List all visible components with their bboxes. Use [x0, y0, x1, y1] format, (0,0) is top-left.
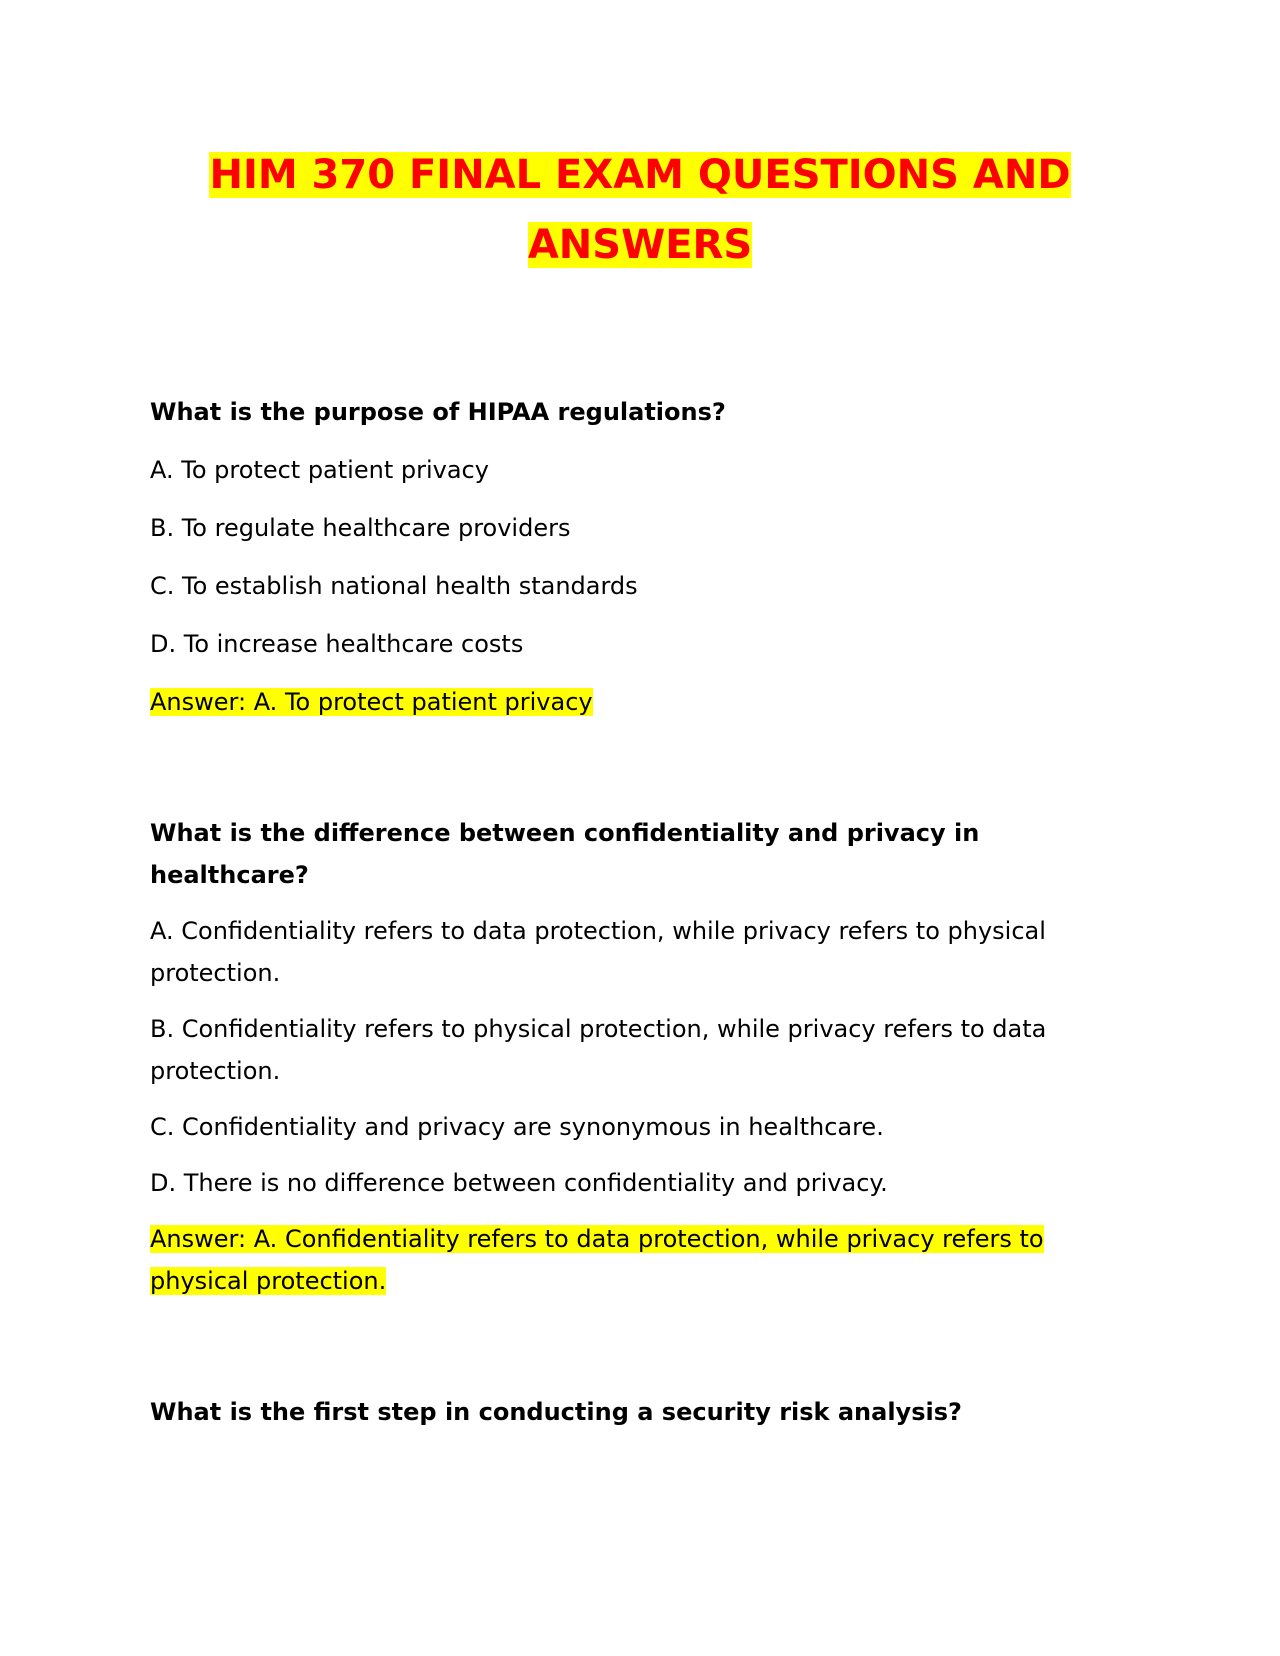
option-a: A. Confidentiality refers to data protection, while privacy refers to physical protection.	[150, 917, 1046, 987]
question-text: What is the purpose of HIPAA regulations?	[150, 398, 726, 426]
question-text: What is the difference between confidentiality and privacy in healthcare?	[150, 819, 980, 889]
spacer	[150, 740, 1090, 812]
spacer	[150, 1318, 1090, 1390]
answer-highlight: Answer: A. To protect patient privacy	[150, 688, 593, 716]
title-highlight-1: HIM 370 FINAL EXAM QUESTIONS AND	[209, 152, 1071, 198]
document-title-line-1	[150, 140, 1130, 210]
answer-highlight: Answer: A. Confidentiality refers to data protection, while privacy refers to physical protection.	[150, 1225, 1044, 1295]
option-a: A. To protect patient privacy	[150, 456, 489, 484]
option-c: C. Confidentiality and privacy are synonymous in healthcare.	[150, 1113, 884, 1141]
option-b: B. To regulate healthcare providers	[150, 514, 571, 542]
title-highlight-2: ANSWERS	[527, 222, 753, 268]
option-b: B. Confidentiality refers to physical protection, while privacy refers to data protection.	[150, 1015, 1047, 1085]
answer-line	[150, 1218, 1090, 1302]
option-c: C. To establish national health standards	[150, 572, 638, 600]
document-title-line-2	[150, 210, 1130, 280]
option-d: D. There is no difference between confidentiality and privacy.	[150, 1169, 888, 1197]
question-block-2	[150, 812, 1090, 1302]
answer-line	[150, 680, 1090, 724]
questions-section	[150, 390, 1090, 1449]
question-block-3	[150, 1390, 1090, 1434]
question-block-1	[150, 390, 1090, 724]
option-d: D. To increase healthcare costs	[150, 630, 524, 658]
question-text: What is the first step in conducting a security risk analysis?	[150, 1398, 962, 1426]
